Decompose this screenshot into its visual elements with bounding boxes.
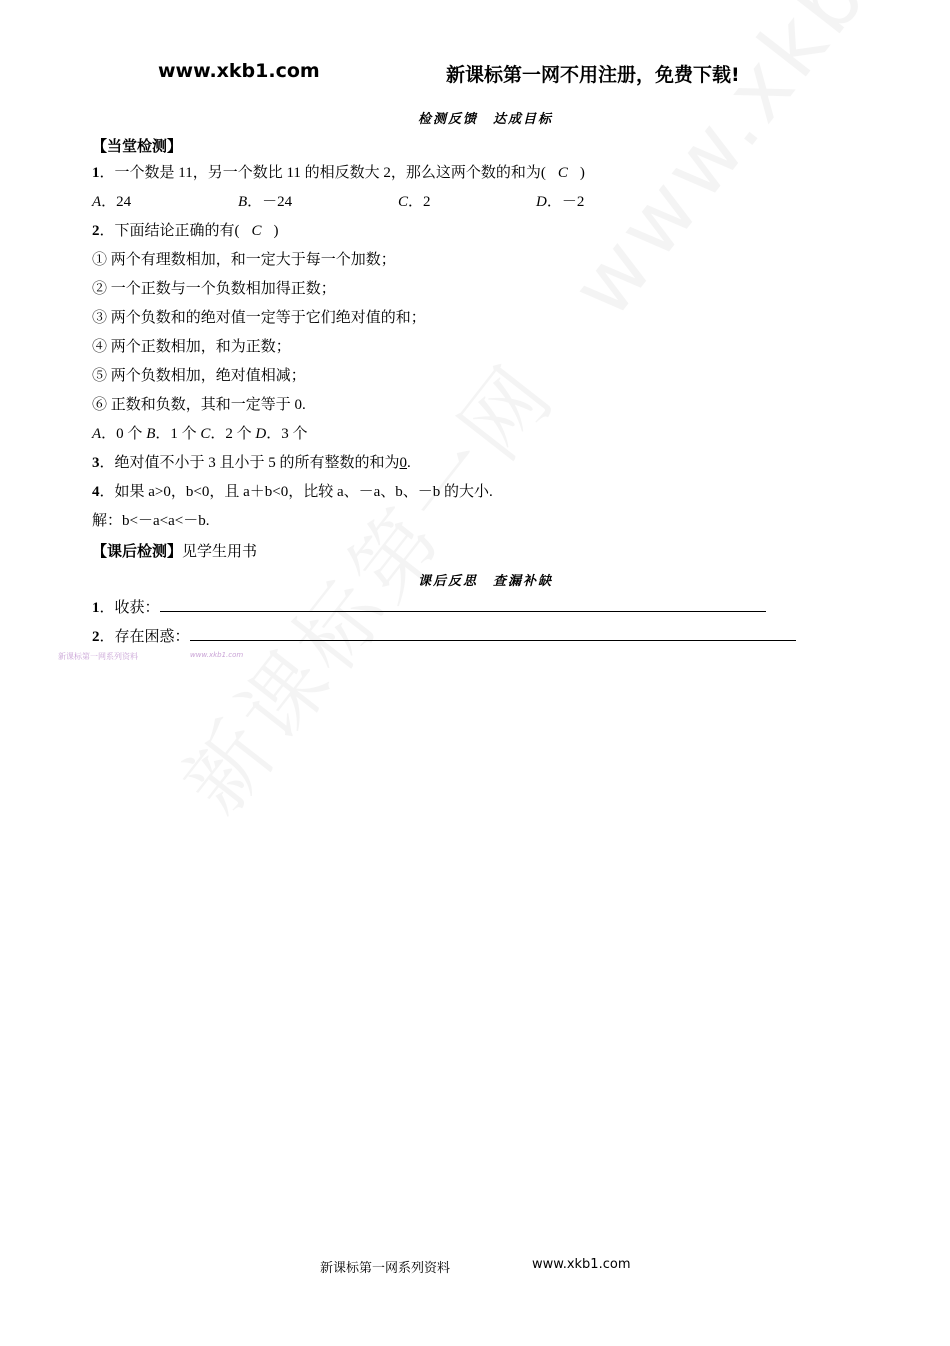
reflection-confusion	[92, 626, 796, 647]
header-slogan: 新课标第一网不用注册，免费下载!	[446, 64, 740, 86]
q1-option-d	[536, 192, 584, 212]
q2-statement-1: ① 两个有理数相加，和一定大于每一个加数；	[92, 252, 396, 268]
answer-blank[interactable]	[190, 626, 796, 641]
option-letter: C	[200, 426, 211, 442]
period: .	[407, 455, 411, 471]
close-paren: )	[273, 223, 279, 239]
option-letter: C	[398, 194, 409, 210]
question-4	[92, 482, 493, 502]
question-1	[92, 163, 585, 183]
item-label: ．收获：	[99, 600, 160, 616]
after-class-tag: 【课后检测】	[92, 542, 183, 560]
after-class-text: 见学生用书	[182, 544, 258, 560]
q2-statement-2: ② 一个正数与一个负数相加得正数；	[92, 281, 336, 297]
q2-options	[92, 424, 308, 444]
option-letter: A	[92, 426, 102, 442]
option-value: ．24	[101, 194, 132, 210]
footer-url[interactable]: www.xkb1.com	[532, 1257, 631, 1272]
question-number: 3	[92, 455, 100, 471]
question-2	[92, 221, 279, 241]
question-text: ．如果 a>0，b<0，且 a＋b<0，比较 a、－a、b、－b 的大小.	[99, 484, 493, 500]
answer: C	[557, 165, 568, 181]
reflection-gains	[92, 597, 766, 618]
option-value: ．0 个	[101, 426, 143, 442]
q1-option-b	[238, 192, 292, 212]
item-label: ．存在困惑：	[99, 629, 190, 645]
option-letter: B	[146, 426, 156, 442]
option-letter: D	[536, 194, 547, 210]
option-value: ．－2	[546, 194, 585, 210]
answer-blank[interactable]	[160, 597, 766, 612]
solution: 解：b<－a<a<－b.	[92, 513, 210, 529]
q2-statement-4: ④ 两个正数相加，和为正数；	[92, 339, 291, 355]
q2-statement-5: ⑤ 两个负数相加，绝对值相减；	[92, 368, 306, 384]
question-number: 1	[92, 165, 100, 181]
q2-statement-3: ③ 两个负数和的绝对值一定等于它们绝对值的和；	[92, 310, 426, 326]
item-number: 1	[92, 600, 100, 616]
option-letter: D	[255, 426, 267, 442]
q1-option-c	[398, 192, 431, 212]
answer: C	[251, 223, 262, 239]
section-title-reflection: 课后反思 查漏补缺	[418, 573, 554, 588]
q2-statement-6: ⑥ 正数和负数，其和一定等于 0.	[92, 397, 306, 413]
question-text: ．下面结论正确的有(	[99, 223, 240, 239]
option-value: ．2 个	[210, 426, 252, 442]
after-class-line	[92, 540, 257, 561]
option-value: ．－24	[247, 194, 293, 210]
option-letter: A	[92, 194, 102, 210]
small-url: www.xkb1.com	[190, 651, 244, 659]
q1-option-a	[92, 192, 131, 212]
question-text: ．一个数是 11，另一个数比 11 的相反数大 2，那么这两个数的和为(	[99, 165, 546, 181]
option-letter: B	[238, 194, 248, 210]
header-url[interactable]: www.xkb1.com	[158, 60, 320, 82]
option-value: ．3 个	[266, 426, 308, 442]
small-series-label: 新课标第一网系列资料	[58, 652, 138, 661]
close-paren: )	[579, 165, 585, 181]
in-class-tag: 【当堂检测】	[92, 137, 183, 155]
option-value: ．1 个	[155, 426, 197, 442]
answer: 0	[399, 455, 408, 471]
question-number: 4	[92, 484, 100, 500]
section-title-feedback: 检测反馈 达成目标	[418, 111, 554, 126]
question-3	[92, 453, 411, 473]
option-value: ．2	[408, 194, 431, 210]
footer-series-label: 新课标第一网系列资料	[320, 1261, 451, 1276]
item-number: 2	[92, 629, 100, 645]
question-text: ．绝对值不小于 3 且小于 5 的所有整数的和为	[99, 455, 400, 471]
question-number: 2	[92, 223, 100, 239]
